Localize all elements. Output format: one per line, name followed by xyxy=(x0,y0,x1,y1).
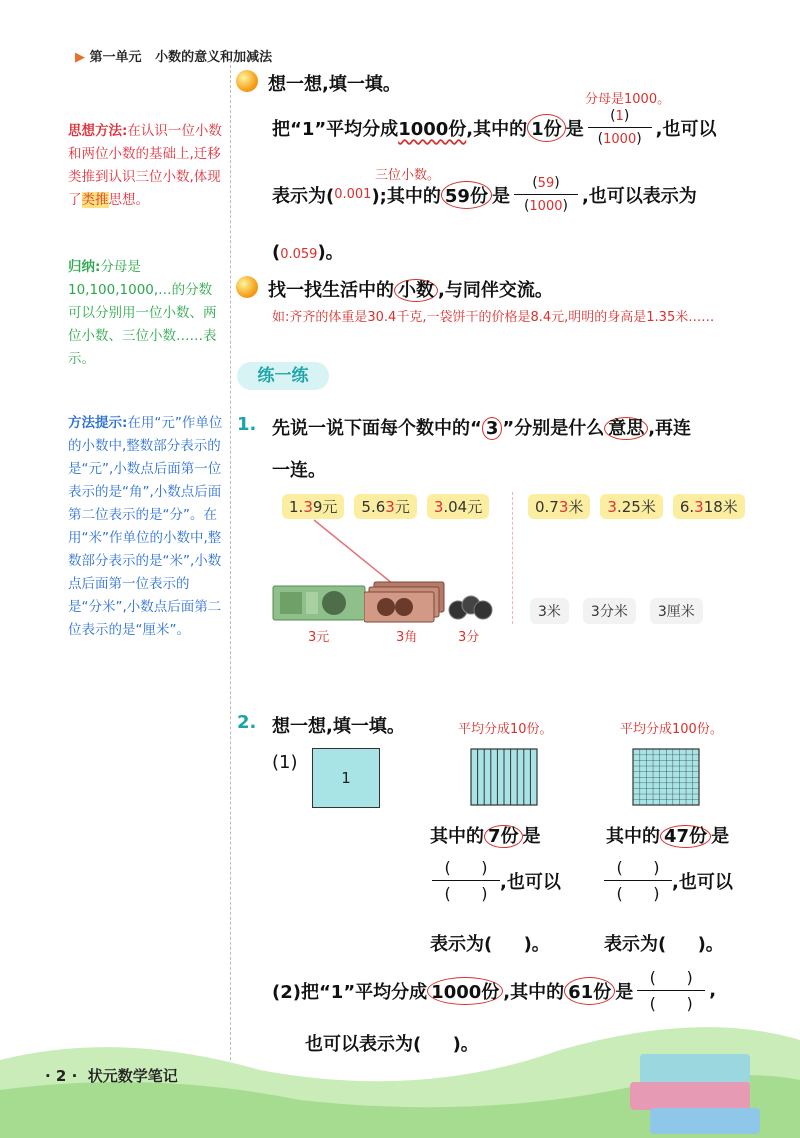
tag-3-04[interactable]: 3.04元 xyxy=(427,494,489,519)
tip3-text: 在用“元”作单位的小数中,整数部分表示的是“元”,小数点后面第一位表示的是“角”,小数点后面第二位表示的是“分”。在用“米”作单位的小数中,整数部分表示的是“米”,小数点后面第一位表示的是“分米”,小数点后面第二位表示的是“厘米”。 xyxy=(68,415,223,638)
part-b-text-a: 其中的 xyxy=(606,826,660,847)
answer-0-059: 0.059 xyxy=(280,247,318,262)
tip-summary xyxy=(68,256,223,371)
section1-line3 xyxy=(272,238,344,264)
section2-title xyxy=(268,276,553,302)
tip2-text: 分母是10,100,1000,…的分数可以分别用一位小数、两位小数、三位小数……表示。 xyxy=(68,259,217,367)
tag-3-25[interactable]: 3.25米 xyxy=(600,494,662,519)
section2-title-a: 找一找生活中的 xyxy=(268,280,394,301)
tip3-label: 方法提示: xyxy=(68,415,128,431)
part-a-fraction-row xyxy=(432,858,561,903)
tag-5-63[interactable]: 5.63元 xyxy=(354,494,416,519)
tip-thinking-method xyxy=(68,120,223,212)
q1-three: 3 xyxy=(482,417,503,440)
part-a-also: ,也可以 xyxy=(500,871,561,893)
unit-3-decimeter[interactable]: 3分米 xyxy=(583,598,636,624)
note-hundred-parts: 平均分成100份。 xyxy=(620,722,723,737)
answer-0-001: 0.001 xyxy=(334,187,372,202)
part-a-text-a: 其中的 xyxy=(430,826,484,847)
match-divider xyxy=(512,492,513,624)
part-b-fraction-row xyxy=(604,858,733,903)
tag-0-73[interactable]: 0.73米 xyxy=(528,494,590,519)
page-header xyxy=(75,46,272,65)
part-b-text-c: 是 xyxy=(711,826,730,847)
section2-title-decimal: 小数 xyxy=(394,279,438,302)
grass-decoration xyxy=(0,990,800,1138)
tag-6-318[interactable]: 6.318米 xyxy=(673,494,745,519)
page-footer xyxy=(45,1065,178,1086)
line1-text-f: ,也可以 xyxy=(655,118,717,140)
part-a-seven: 7份 xyxy=(484,825,523,848)
q2-2-parts: 1000份 xyxy=(427,977,503,1005)
one-yuan-note-icon xyxy=(272,582,368,622)
part-b-fraction[interactable]: $\frac{( )}{( )}$ xyxy=(604,858,672,903)
note-denominator: 分母是1000。 xyxy=(585,92,671,107)
meter-units xyxy=(530,598,703,624)
section1-title: 想一想,填一填。 xyxy=(268,74,401,95)
q2-2-express[interactable]: 也可以表示为( )。 xyxy=(305,1034,479,1055)
hundredths-grid xyxy=(632,748,702,808)
q2-title: 想一想,填一填。 xyxy=(272,716,405,737)
page-number: · 2 · xyxy=(45,1067,78,1085)
part-a-fraction[interactable]: $\frac{( )}{( )}$ xyxy=(432,858,500,903)
note-ten-parts: 平均分成10份。 xyxy=(458,722,553,737)
q1-text xyxy=(272,414,691,440)
tenths-grid xyxy=(470,748,540,808)
section1-line1 xyxy=(272,108,717,147)
q2-2-sixtyone: 61份 xyxy=(564,977,615,1005)
q2-number: 2. xyxy=(237,712,257,733)
column-divider xyxy=(230,60,231,1060)
q2-2-text-a: (2)把“1”平均分成 xyxy=(272,981,428,1003)
part-a-text xyxy=(430,822,541,848)
line1-one-part: 1份 xyxy=(527,114,566,142)
tip1-label: 思想方法: xyxy=(68,123,128,139)
q1-text-e: ,再连 xyxy=(648,418,692,439)
line2-text-a: 表示为( xyxy=(272,185,335,207)
note-three-decimal: 三位小数。 xyxy=(375,168,441,183)
fraction-1: $\frac{(1)}{(1000)}$ xyxy=(588,108,652,147)
bullet-ball-icon-2 xyxy=(236,276,258,298)
unit-label: 第一单元 xyxy=(89,50,142,65)
line2-parts: 59份 xyxy=(441,181,492,209)
label-3-jiao: 3角 xyxy=(396,630,418,645)
part-b-also: ,也可以 xyxy=(672,871,733,893)
section2-example: 如:齐齐的体重是30.4千克,一袋饼干的价格是8.4元,明明的身高是1.35米…… xyxy=(272,310,715,325)
fraction-2-denominator: 1000 xyxy=(529,199,563,214)
fraction-1-denominator: 1000 xyxy=(603,132,637,147)
q2-2-comma: , xyxy=(709,980,717,1001)
part-a-text-c: 是 xyxy=(522,826,541,847)
line2-text-b: );其中的 xyxy=(371,185,441,207)
q2-2-text-e: 是 xyxy=(615,981,634,1003)
fen-coins-icon xyxy=(448,594,494,622)
unit-square xyxy=(312,748,380,808)
book-title: 状元数学笔记 xyxy=(87,1067,178,1085)
q1-number: 1. xyxy=(237,414,257,435)
line3-close: )。 xyxy=(317,242,344,263)
q2-2-text-c: ,其中的 xyxy=(503,981,565,1003)
fraction-1-numerator: 1 xyxy=(615,109,624,124)
q2-part1-label: (1) xyxy=(272,752,298,773)
line1-text-a: 把“1”平均分成 xyxy=(272,118,399,140)
part-b-express[interactable]: 表示为( )。 xyxy=(604,934,724,955)
unit-title: 小数的意义和加减法 xyxy=(155,50,273,65)
section2-title-c: ,与同伴交流。 xyxy=(438,280,553,301)
tip1-text: 在认识一位小数和两位小数的基础上,迁移类推到认识三位小数,体现了 xyxy=(68,123,222,208)
line1-text-c: ,其中的 xyxy=(466,118,528,140)
q2-2-fraction[interactable]: $\frac{( )}{( )}$ xyxy=(637,968,705,1013)
fraction-2: $\frac{(59)}{(1000)}$ xyxy=(514,175,578,214)
tag-1-39[interactable]: 1.39元 xyxy=(282,494,344,519)
line2-text-d: 是 xyxy=(491,185,510,207)
part-b-text xyxy=(606,822,729,848)
q1-text-c: ”分别是什么 xyxy=(502,418,605,439)
part-b-fortyseven: 47份 xyxy=(660,825,711,848)
section1-line2 xyxy=(272,175,697,214)
q1-text-f: 一连。 xyxy=(272,460,326,481)
line1-text-e: 是 xyxy=(565,118,584,140)
q1-meaning: 意思 xyxy=(604,417,648,440)
unit-3-meter[interactable]: 3米 xyxy=(530,598,569,624)
header-marker: ▶ xyxy=(75,50,85,65)
unit-3-centimeter[interactable]: 3厘米 xyxy=(650,598,703,624)
line1-parts: 1000份 xyxy=(398,118,467,140)
tip1-end: 思想。 xyxy=(108,192,149,208)
meter-tags xyxy=(528,494,745,519)
label-3-yuan: 3元 xyxy=(308,630,330,645)
part-a-express[interactable]: 表示为( )。 xyxy=(430,934,550,955)
tip1-highlight: 类推 xyxy=(81,192,109,208)
q1-text-a: 先说一说下面每个数中的“ xyxy=(272,418,482,439)
jiao-notes-icon xyxy=(364,580,446,624)
tip2-label: 归纳: xyxy=(68,259,101,275)
unit-square-label: 1 xyxy=(341,769,351,787)
line2-text-e: ,也可以表示为 xyxy=(581,185,697,207)
tip-method-hint xyxy=(68,412,223,642)
bullet-ball-icon xyxy=(236,70,258,92)
fraction-2-numerator: 59 xyxy=(537,176,555,191)
line3-open: ( xyxy=(272,242,281,263)
label-3-fen: 3分 xyxy=(458,630,480,645)
practice-badge: 练一练 xyxy=(237,362,329,390)
